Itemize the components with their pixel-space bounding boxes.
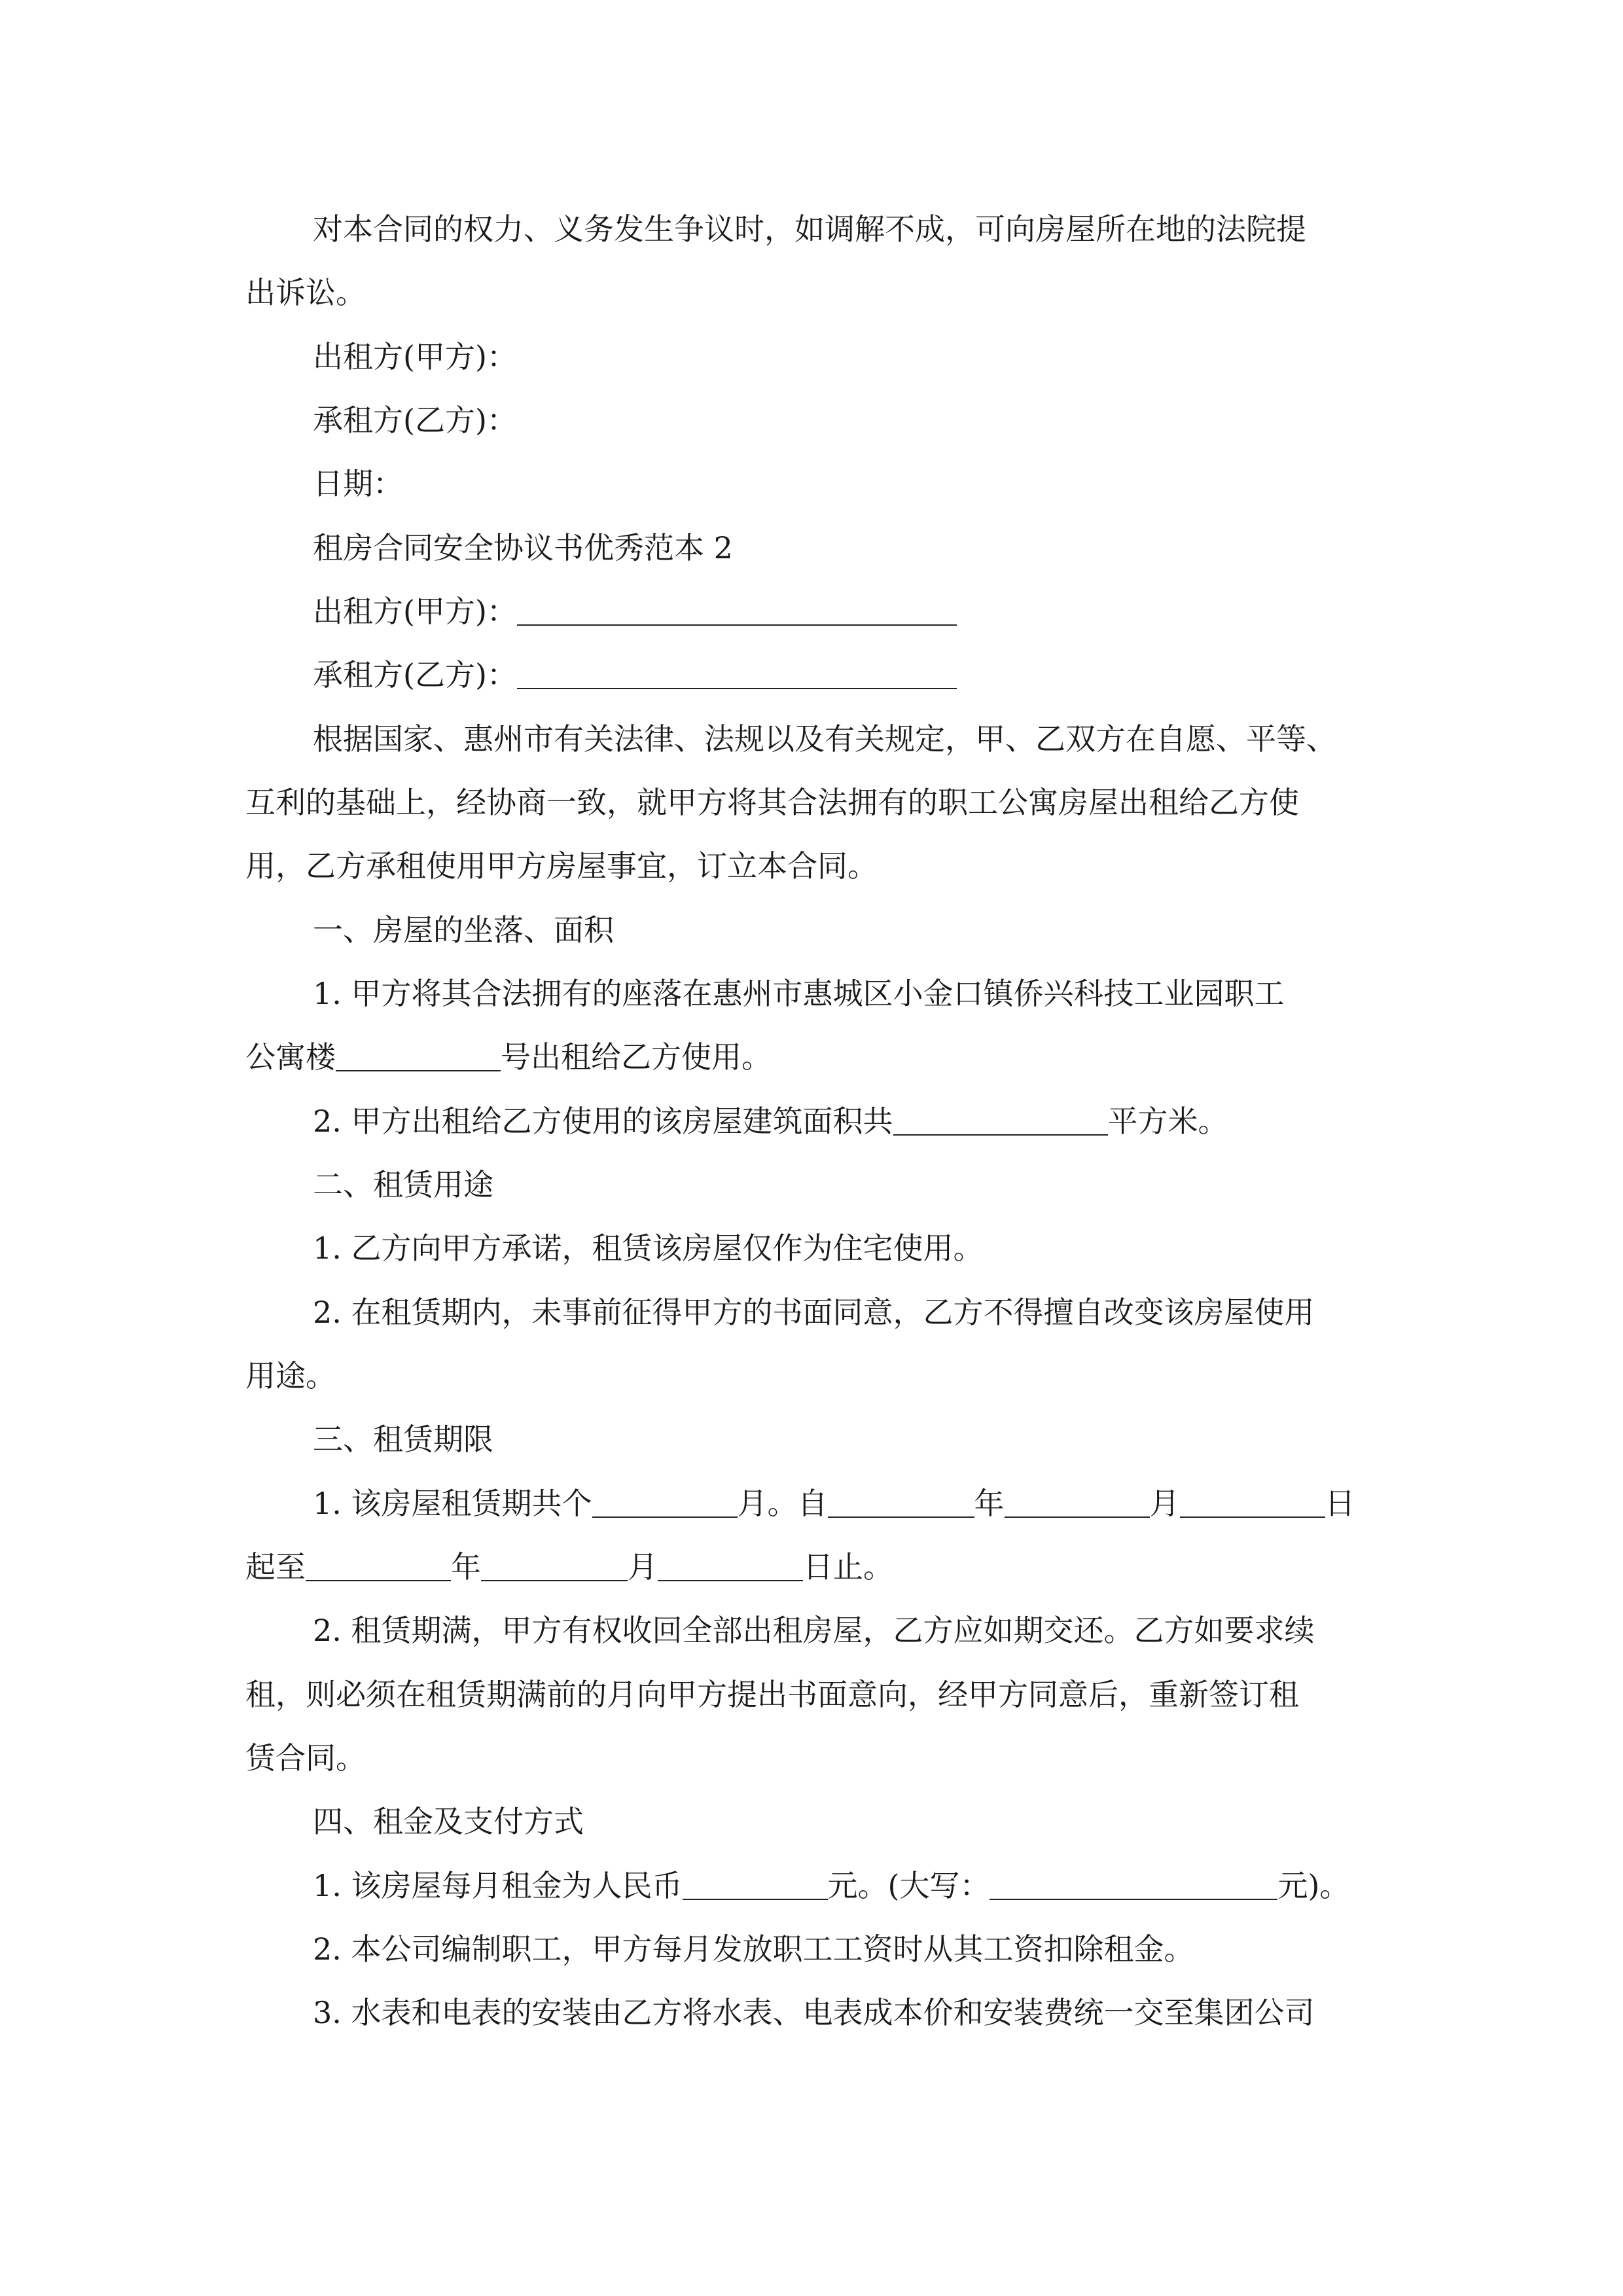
paragraph-line: 对本合同的权力、义务发生争议时，如调解不成，可向房屋所在地的法院提 — [313, 211, 1306, 247]
paragraph-line: 1. 乙方向甲方承诺，租赁该房屋仅作为住宅使用。 — [313, 1230, 984, 1266]
paragraph-line: 2. 租赁期满，甲方有权收回全部出租房屋，乙方应如期交还。乙方如要求续 — [313, 1613, 1315, 1648]
lessee-label: 承租方(乙方)： — [313, 657, 517, 692]
paragraph-line: 租，则必须在租赁期满前的月向甲方提出书面意向，经甲方同意后，重新签订租 — [245, 1677, 1299, 1712]
start-month-blank — [1005, 1488, 1150, 1518]
paragraph-line: 1. 该房屋租赁期共个 月。自 年 月 日 — [313, 1486, 1355, 1521]
start-year-blank — [828, 1488, 974, 1518]
paragraph-line: 用途。 — [245, 1358, 336, 1393]
lessor-label: 出租方(甲方)： — [313, 594, 517, 629]
paragraph-line: 根据国家、惠州市有关法律、法规以及有关规定，甲、乙双方在自愿、平等、 — [313, 721, 1336, 757]
paragraph-line: 2. 甲方出租给乙方使用的该房屋建筑面积共 平方米。 — [313, 1103, 1228, 1139]
section-heading: 一、房屋的坐落、面积 — [313, 912, 614, 948]
start-day-blank — [1180, 1488, 1325, 1518]
paragraph-line: 1. 该房屋每月租金为人民币 元。(大写： 元)。 — [313, 1868, 1350, 1903]
lessee-party-line — [313, 655, 957, 694]
rent-amount-words-blank — [990, 1870, 1277, 1900]
lessee-signature-label: 承租方(乙方)： — [313, 403, 517, 438]
paragraph-line: 3. 水表和电表的安装由乙方将水表、电表成本价和安装费统一交至集团公司 — [313, 1995, 1315, 2030]
paragraph-line: 用，乙方承租使用甲方房屋事宜，订立本合同。 — [245, 848, 878, 884]
date-label: 日期： — [313, 466, 403, 501]
area-blank — [893, 1105, 1108, 1136]
section-heading: 四、租金及支付方式 — [313, 1804, 584, 1839]
rent-amount-blank — [683, 1870, 828, 1900]
end-day-blank — [658, 1551, 803, 1581]
paragraph-line: 2. 本公司编制职工，甲方每月发放职工工资时从其工资扣除租金。 — [313, 1931, 1194, 1967]
paragraph-line: 起至 年 月 日止。 — [245, 1549, 893, 1585]
end-year-blank — [306, 1551, 451, 1581]
paragraph-line: 公寓楼 号出租给乙方使用。 — [245, 1039, 772, 1075]
end-month-blank — [481, 1551, 628, 1581]
building-number-blank — [336, 1041, 501, 1071]
paragraph-line: 1. 甲方将其合法拥有的座落在惠州市惠城区小金口镇侨兴科技工业园职工 — [313, 976, 1285, 1011]
document-title: 租房合同安全协议书优秀范本 2 — [313, 530, 733, 565]
section-heading: 二、租赁用途 — [313, 1167, 493, 1202]
section-heading: 三、租赁期限 — [313, 1422, 493, 1457]
lessor-party-line — [313, 592, 957, 631]
paragraph-line: 2. 在租赁期内，未事前征得甲方的书面同意，乙方不得擅自改变该房屋使用 — [313, 1295, 1315, 1330]
lessor-signature-label: 出租方(甲方)： — [313, 339, 517, 374]
paragraph-line: 出诉讼。 — [245, 275, 366, 310]
months-blank — [592, 1488, 738, 1518]
lessor-blank — [517, 596, 957, 626]
lessee-blank — [517, 659, 957, 689]
paragraph-line: 互利的基础上，经协商一致，就甲方将其合法拥有的职工公寓房屋出租给乙方使 — [245, 785, 1299, 820]
paragraph-line: 赁合同。 — [245, 1740, 366, 1776]
